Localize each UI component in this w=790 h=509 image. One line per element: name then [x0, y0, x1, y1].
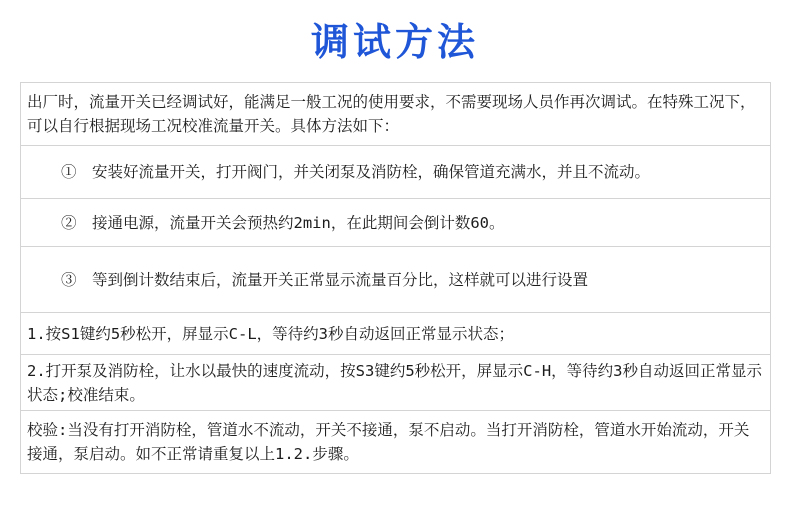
- instruction-2-text: 2.打开泵及消防栓，让水以最快的速度流动，按S3键约5秒松开，屏显示C-H，等待约3秒自动返回正常显示状态;校准结束。: [27, 361, 762, 404]
- table-row: [21, 313, 770, 355]
- page-title: 调试方法: [310, 20, 479, 64]
- table-row: [21, 355, 770, 411]
- step-3-text: ③ 等到倒计数结束后，流量开关正常显示流量百分比，这样就可以进行设置: [61, 270, 589, 289]
- step-1-text: ① 安装好流量开关，打开阀门，并关闭泵及消防栓，确保管道充满水，并且不流动。: [61, 163, 651, 181]
- table-row: [21, 83, 770, 146]
- table-row: [21, 146, 770, 199]
- table-row: [21, 247, 770, 313]
- table-row: [21, 199, 770, 247]
- step-2-text: ② 接通电源，流量开关会预热约2min，在此期间会倒计数60。: [61, 213, 505, 232]
- intro-text: 出厂时，流量开关已经调试好，能满足一般工况的使用要求，不需要现场人员作再次调试。在特殊工况下，可以自行根据现场工况校准流量开关。具体方法如下：: [27, 93, 756, 135]
- instruction-1-text: 1.按S1键约5秒松开，屏显示C-L，等待约3秒自动返回正常显示状态；: [27, 324, 514, 343]
- verification-text: 校验:当没有打开消防栓，管道水不流动，开关不接通，泵不启动。当打开消防栓，管道水开始流动，开关接通，泵启动。如不正常请重复以上1.2.步骤。: [27, 421, 750, 463]
- table-row: [21, 411, 770, 473]
- instructions-table: [20, 82, 771, 474]
